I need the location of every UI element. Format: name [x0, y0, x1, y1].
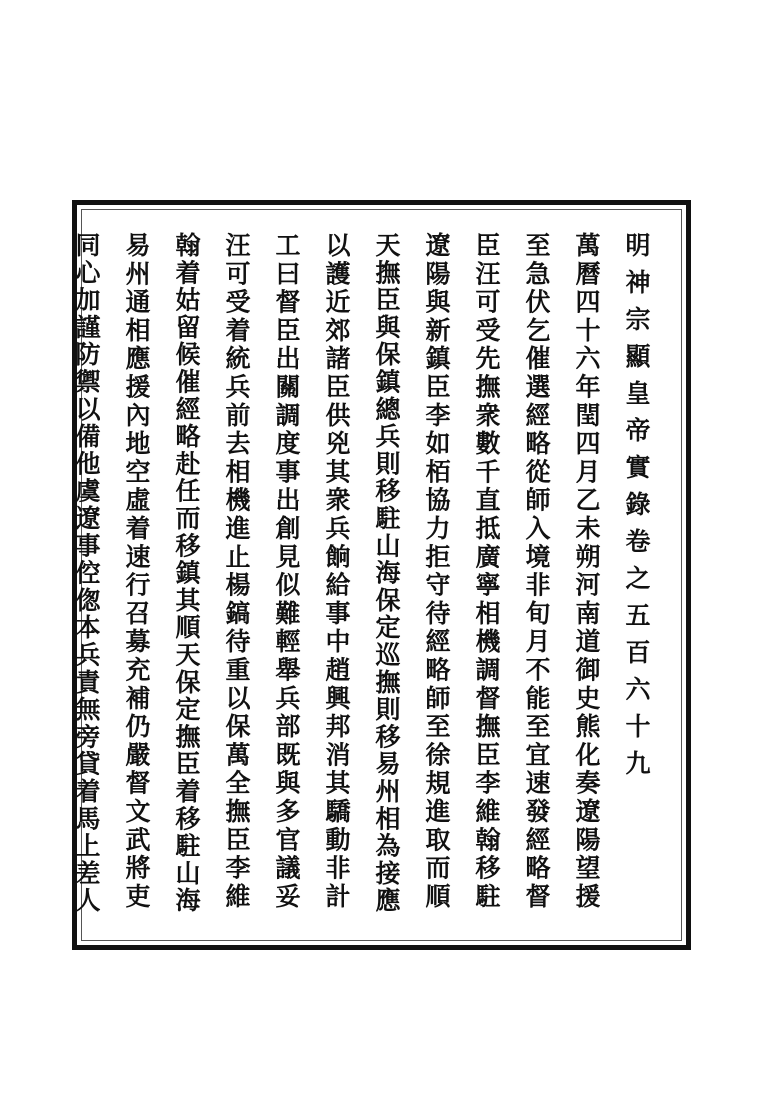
- text-block: [72, 232, 656, 932]
- text-column: 翰着姑留候催經略赴任而移鎮其順天保定撫臣着移駐山海: [172, 232, 201, 915]
- text-column: 同心加謹防禦以備他虞遼事倥偬本兵責無旁貸着馬上差人: [72, 232, 101, 915]
- text-column: 臣汪可受先撫衆數千直抵廣寧相機調督撫臣李維翰移駐: [472, 232, 501, 912]
- text-column: 至急伏乞催選經略從師入境非旬月不能至宜速發經略督: [522, 232, 551, 912]
- text-column: 天撫臣與保鎮總兵則移駐山海保定巡撫則移易州相為接應: [372, 232, 401, 915]
- text-column: 遼陽與新鎮臣李如栢協力拒守待經略師至徐規進取而順: [422, 232, 451, 912]
- chapter-title: 明神宗顯皇帝實錄卷之五百六十九: [622, 232, 651, 787]
- text-column: 以護近郊諸臣供兇其衆兵餉給事中趙興邦消其驕動非計: [322, 232, 351, 912]
- text-column: 萬曆四十六年閏四月乙未朔河南道御史熊化奏遼陽望援: [572, 232, 601, 912]
- text-column: 易州通相應援內地空虛着速行召募充補仍嚴督文武將吏: [122, 232, 151, 912]
- text-column: 汪可受着統兵前去相機進止楊鎬待重以保萬全撫臣李維: [222, 232, 251, 912]
- text-column: 工曰督臣出關調度事出創見似難輕舉兵部既與多官議妥: [272, 232, 301, 912]
